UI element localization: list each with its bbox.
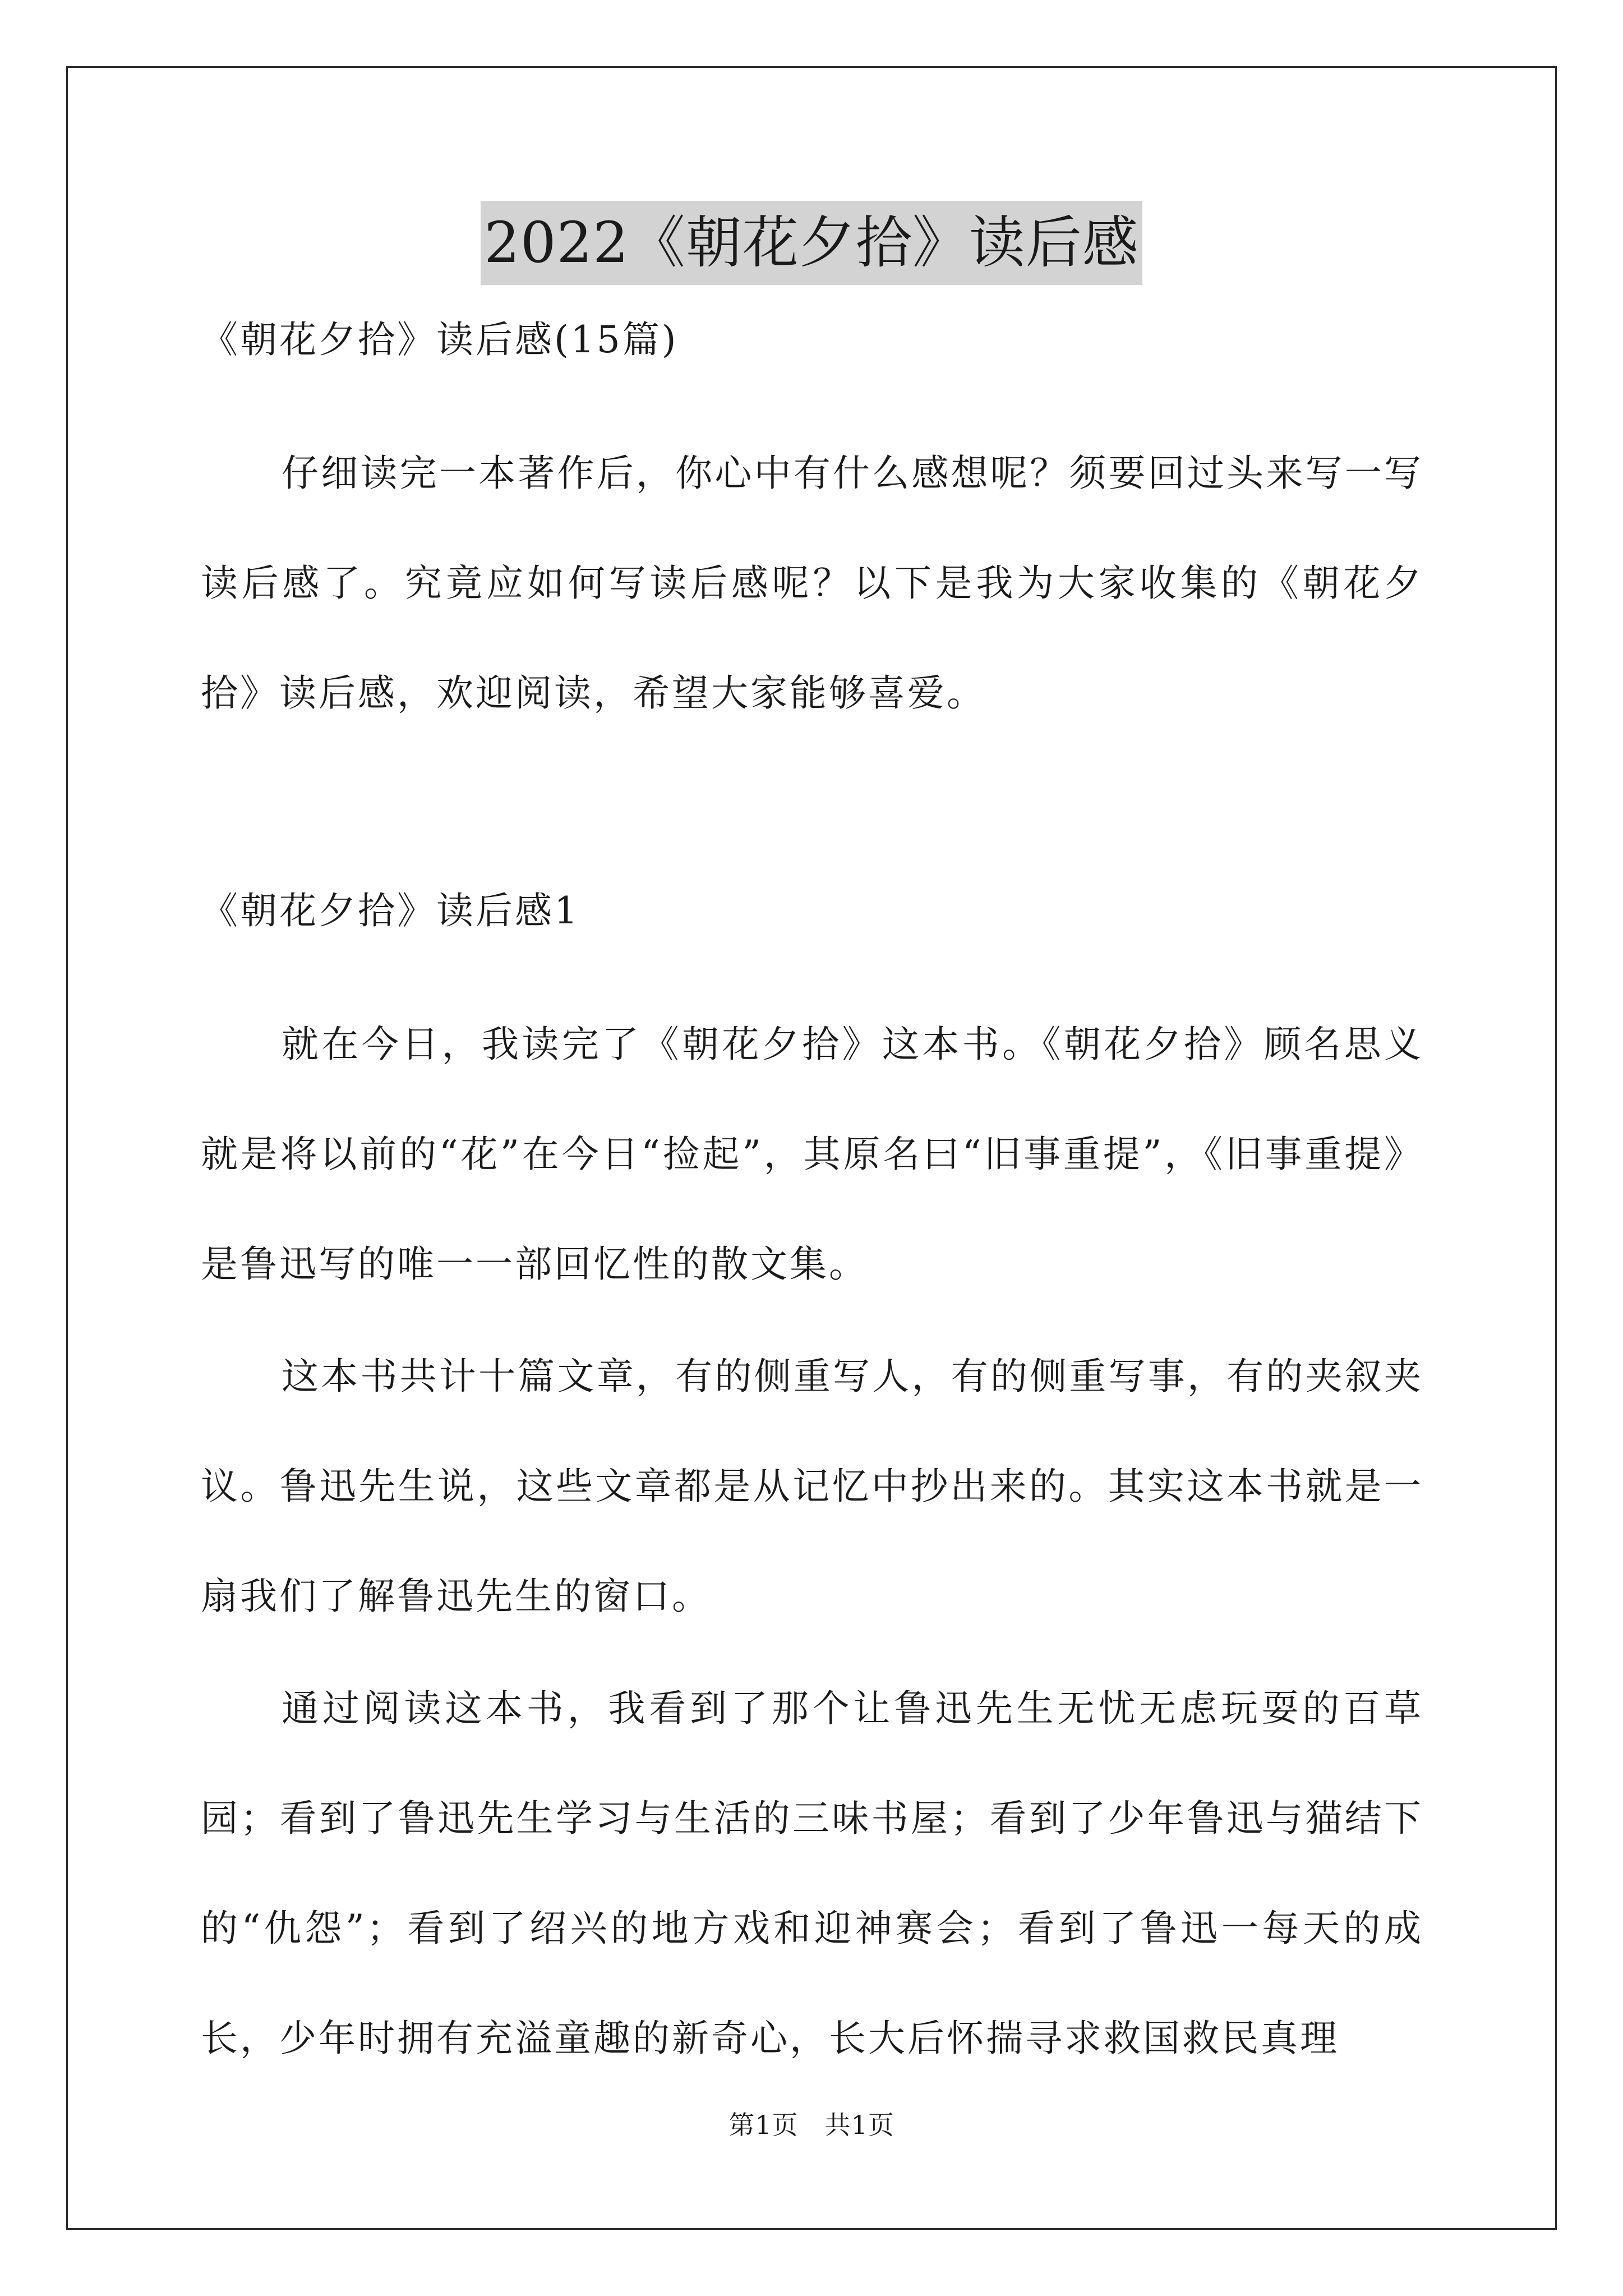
document-subtitle: 《朝花夕拾》读后感(15篇)	[201, 318, 679, 361]
page-footer: 第1页 共1页	[728, 2110, 895, 2140]
body-paragraph-1: 就在今日，我读完了《朝花夕拾》这本书。《朝花夕拾》顾名思义就是将以前的“花”在今日“捡起”，其原名曰“旧事重提”，《旧事重提》是鲁迅写的唯一一部回忆性的散文集。	[201, 1023, 1423, 1286]
body-paragraph-2: 这本书共计十篇文章，有的侧重写人，有的侧重写事，有的夹叙夹议。鲁迅先生说，这些文章都是从记忆中抄出来的。其实这本书就是一扇我们了解鲁迅先生的窗口。	[201, 1355, 1423, 1618]
document-title: 2022《朝花夕拾》读后感	[481, 201, 1142, 285]
title-container	[0, 201, 1623, 285]
intro-paragraph: 仔细读完一本著作后，你心中有什么感想呢？须要回过头来写一写读后感了。究竟应如何写读后感呢？以下是我为大家收集的《朝花夕拾》读后感，欢迎阅读，希望大家能够喜爱。	[201, 452, 1423, 715]
body-paragraph-3: 通过阅读这本书，我看到了那个让鲁迅先生无忧无虑玩耍的百草园；看到了鲁迅先生学习与生活的三味书屋；看到了少年鲁迅与猫结下的“仇怨”；看到了绍兴的地方戏和迎神赛会；看到了鲁迅一每天的成长，少年时拥有充溢童趣的新奇心，长大后怀揣寻求救国救民真理	[201, 1687, 1423, 2060]
section-heading: 《朝花夕拾》读后感1	[201, 889, 580, 932]
